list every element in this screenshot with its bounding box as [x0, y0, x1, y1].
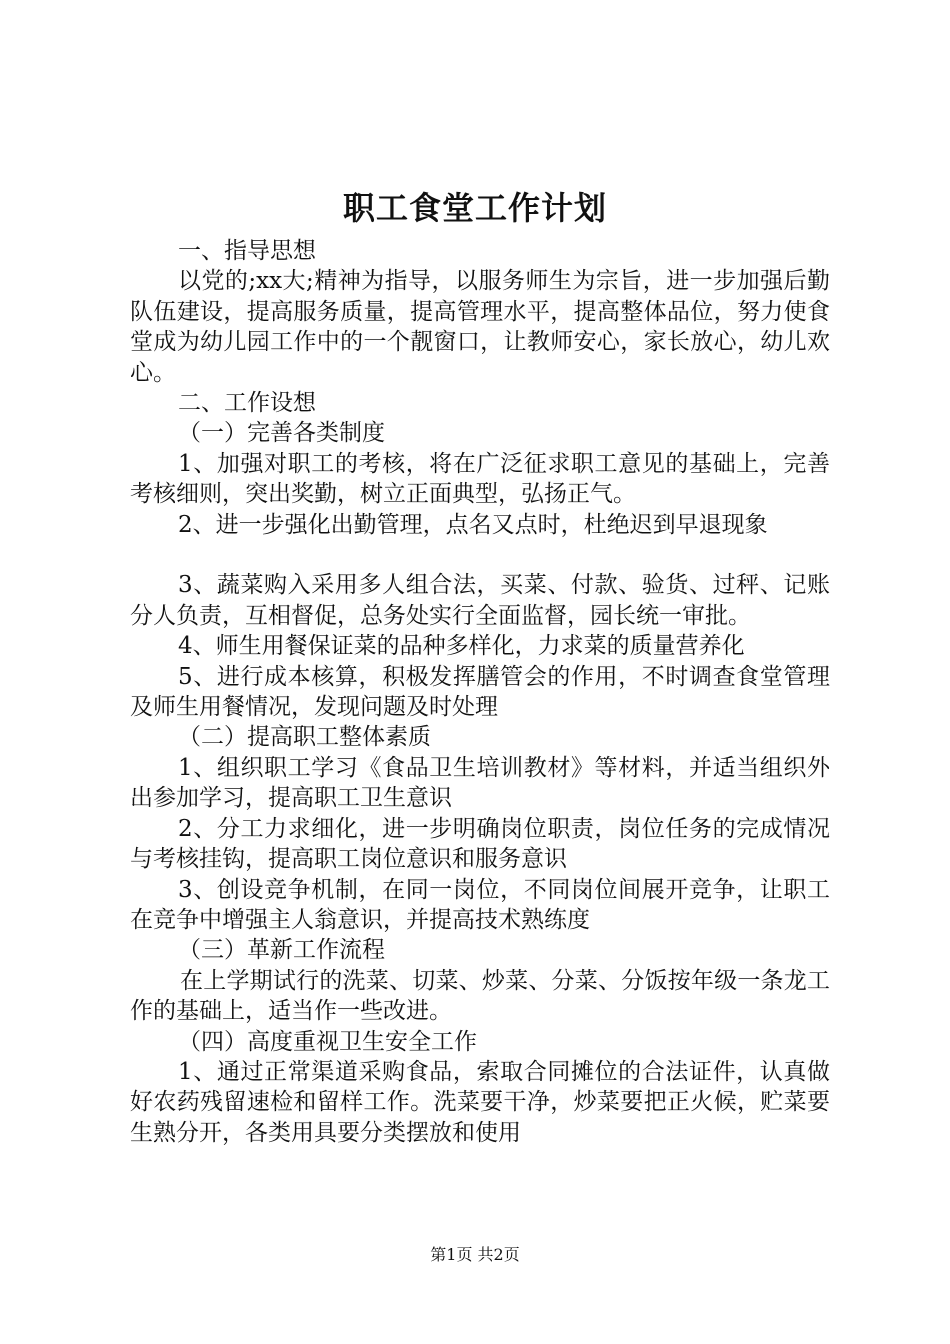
paragraph-item: 1、组织职工学习《食品卫生培训教材》等材料，并适当组织外出参加学习，提高职工卫生意识 — [130, 754, 830, 812]
blank-line — [130, 540, 830, 570]
subheading-systems: （一）完善各类制度 — [178, 420, 385, 447]
subheading-workflow: （三）革新工作流程 — [178, 937, 385, 964]
page-footer: 第1页 共2页 — [430, 1245, 520, 1264]
paragraph-item: 5、进行成本核算，积极发挥膳管会的作用，不时调查食堂管理及师生用餐情况，发现问题及时处理 — [130, 663, 830, 721]
paragraph-item: 4、师生用餐保证菜的品种多样化，力求菜的质量营养化 — [178, 633, 745, 660]
document-title: 职工食堂工作计划 — [342, 189, 607, 227]
subheading-staff-quality: （二）提高职工整体素质 — [178, 724, 431, 751]
paragraph-item: 1、通过正常渠道采购食品，索取合同摊位的合法证件，认真做好农药残留速检和留样工作。洗菜要干净，炒菜要把正火候，贮菜要生熟分开，各类用具要分类摆放和使用 — [130, 1058, 830, 1146]
paragraph-item: 3、创设竞争机制，在同一岗位，不同岗位间展开竞争，让职工在竞争中增强主人翁意识，并提高技术熟练度 — [130, 876, 830, 933]
subheading-hygiene-safety: （四）高度重视卫生安全工作 — [178, 1028, 477, 1055]
paragraph-item: 2、进一步强化出勤管理，点名又点时，杜绝迟到早退现象 — [178, 511, 768, 538]
paragraph-item: 在上学期试行的洗菜、切菜、炒菜、分菜、分饭按年级一条龙工作的基础上，适当作一些改进。 — [130, 967, 830, 1025]
paragraph-guiding-thought: 以党的;xx大;精神为指导，以服务师生为宗旨，进一步加强后勤队伍建设，提高服务质量，提高管理水平，提高整体品位，努力使食堂成为幼儿园工作中的一个靓窗口，让教师安心，家长放心，幼儿欢心。 — [130, 268, 830, 386]
paragraph-item: 2、分工力求细化，进一步明确岗位职责，岗位任务的完成情况与考核挂钩，提高职工岗位意识和服务意识 — [130, 815, 830, 873]
heading-guiding-thought: 一、指导思想 — [178, 238, 316, 264]
heading-work-plan: 二、工作设想 — [178, 390, 316, 417]
document-body — [130, 236, 830, 1148]
paragraph-item: 1、加强对职工的考核，将在广泛征求职工意见的基础上，完善考核细则，突出奖勤，树立正面典型，弘扬正气。 — [130, 450, 830, 508]
paragraph-item: 3、蔬菜购入采用多人组合法，买菜、付款、验货、过秤、记账分人负责，互相督促，总务处实行全面监督，园长统一审批。 — [130, 572, 830, 629]
